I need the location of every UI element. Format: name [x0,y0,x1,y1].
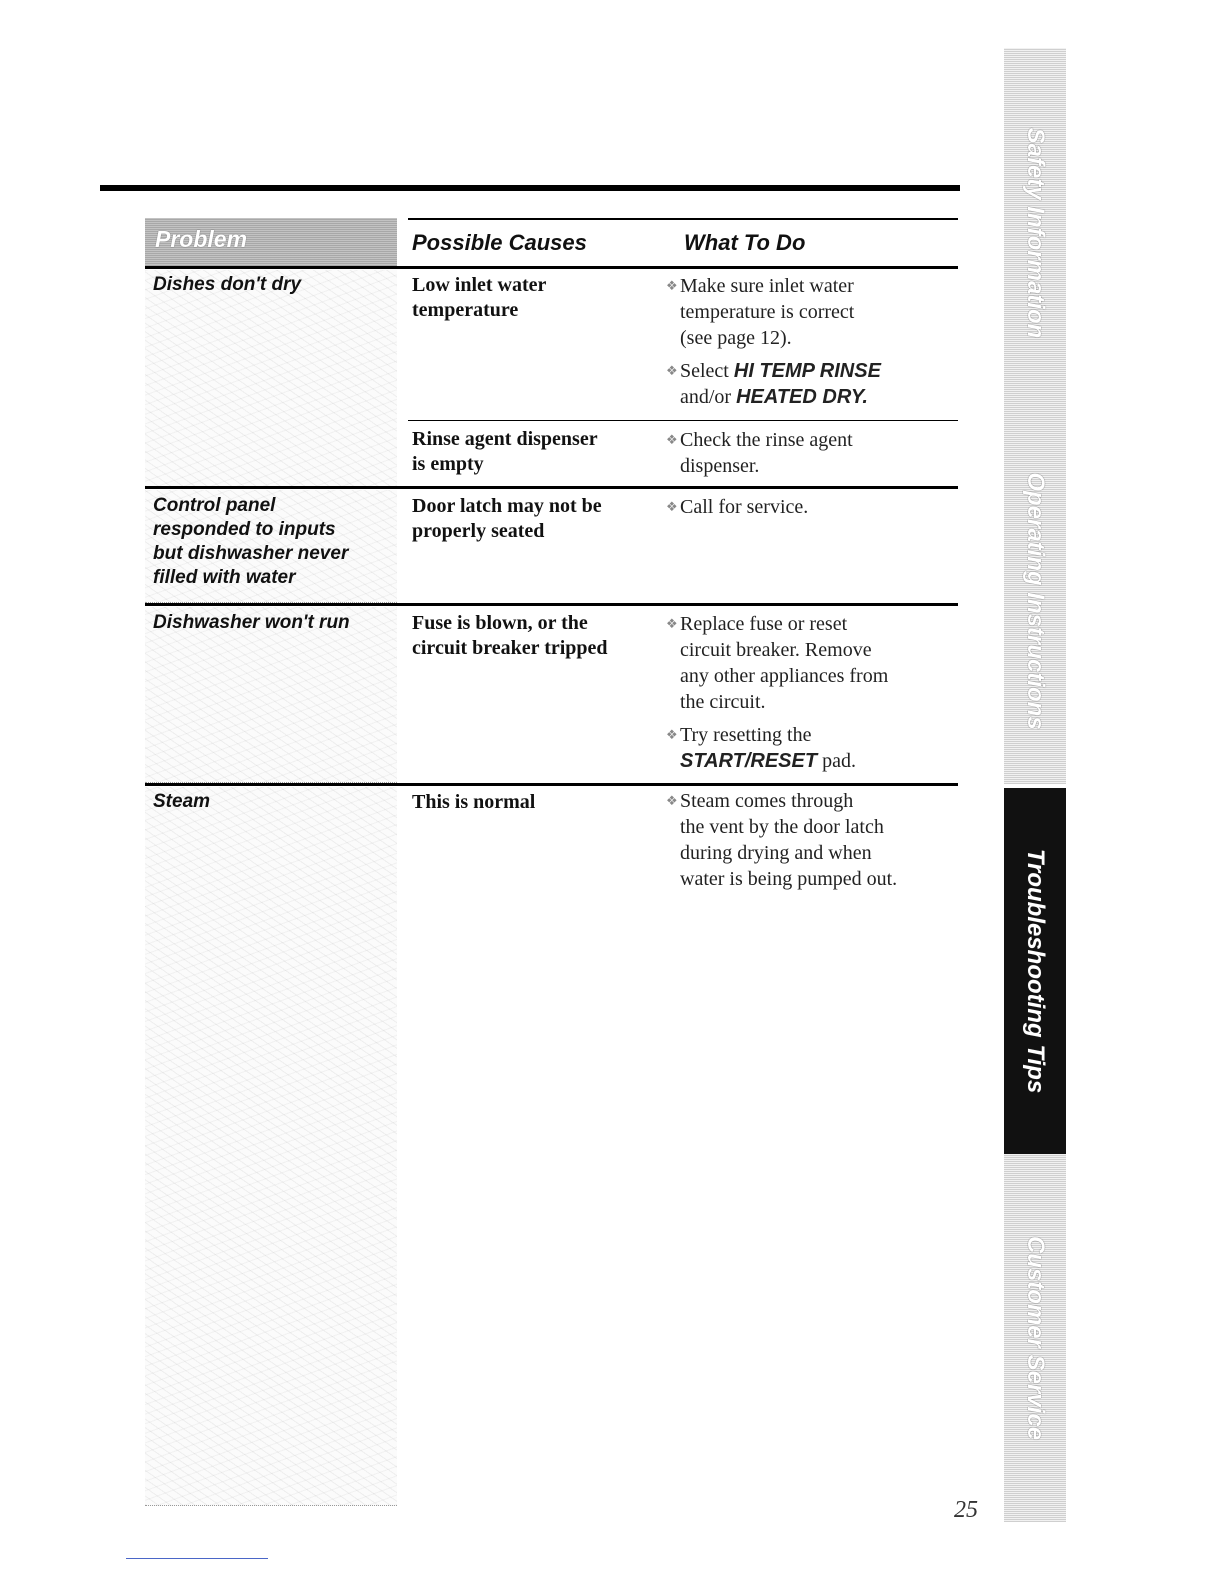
cause-line: is empty [412,453,484,475]
cause-line: temperature [412,299,519,321]
top-rule [100,185,960,191]
action-call-service [666,494,809,520]
action-steam-info [666,788,898,892]
problem-cell-steam [145,787,397,1506]
action-check-temperature [666,273,855,351]
row-rule [145,603,958,606]
tab-label: Safety Information [1022,127,1049,339]
bullet-icon: ❖ [666,793,678,808]
cause-line: Fuse is blown, or the [412,612,588,634]
page-number: 25 [954,1497,978,1523]
bullet-icon: ❖ [666,616,678,631]
tab-customer-service[interactable] [1004,1154,1066,1522]
bullet-icon: ❖ [666,727,678,742]
action-line [680,748,856,774]
tab-operating-instructions[interactable] [1004,418,1066,784]
action-reset-start [666,722,856,774]
action-line: Replace fuse or reset [680,613,848,635]
bullet-icon: ❖ [666,432,678,447]
problem-line: Dishwasher won't run [153,612,350,633]
cause-line: This is normal [412,791,536,813]
row-rule [145,783,958,786]
header-what-to-do: What To Do [684,230,806,255]
cause-normal [412,790,535,815]
pad-start-reset: START/RESET [680,750,818,772]
header-possible-causes: Possible Causes [412,230,587,255]
action-line: during drying and when [680,842,872,864]
header-problem-label: Problem [155,226,248,252]
action-line: circuit breaker. Remove [680,639,872,661]
action-line: Check the rinse agent [680,429,853,451]
action-text: and/or [680,386,737,408]
bullet-icon: ❖ [666,499,678,514]
problem-line: but dishwasher never [153,543,349,564]
problem-control-panel [153,494,348,590]
problem-line: Steam [153,791,211,812]
action-line: Make sure inlet water [680,275,854,297]
action-line: (see page 12). [680,327,792,349]
bullet-icon: ❖ [666,278,678,293]
header-bottom-rule [145,266,958,269]
action-line [680,384,881,410]
problem-steam [153,790,210,814]
action-select-hi-temp [666,358,881,410]
header-problem [145,218,397,266]
action-line: water is being pumped out. [680,868,898,890]
cause-line: properly seated [412,520,545,542]
option-heated-dry: HEATED DRY. [736,386,868,408]
cause-low-inlet-water [412,273,546,323]
problem-cell-dishes [145,270,397,487]
cause-door-latch [412,494,602,544]
action-line: temperature is correct [680,301,855,323]
action-line: dispenser. [680,455,760,477]
tab-safety-information[interactable] [1004,48,1066,418]
action-check-rinse-agent [666,427,853,479]
action-text: Select [680,360,734,382]
problem-dishes-dont-dry [153,273,301,297]
action-line: the vent by the door latch [680,816,884,838]
action-line: Call for service. [680,496,809,518]
problem-line: responded to inputs [153,519,336,540]
action-text: pad. [822,750,856,772]
tab-label: Troubleshooting Tips [1022,848,1049,1094]
action-replace-fuse [666,611,889,715]
row-rule [145,486,958,489]
tab-label: Customer Service [1022,1235,1049,1441]
action-line [680,358,881,384]
action-line: Steam comes through [680,790,854,812]
bullet-icon: ❖ [666,363,678,378]
problem-line: filled with water [153,567,296,588]
cause-fuse-blown [412,611,608,661]
option-hi-temp-rinse: HI TEMP RINSE [733,360,881,382]
action-line: the circuit. [680,691,766,713]
tab-label: Operating Instructions [1022,472,1049,730]
sub-row-rule [408,420,958,421]
cause-line: Low inlet water [412,274,547,296]
footer-rule [126,1558,268,1559]
cause-line: Rinse agent dispenser [412,428,598,450]
action-line: any other appliances from [680,665,889,687]
cause-line: Door latch may not be [412,495,602,517]
problem-line: Dishes don't dry [153,274,302,295]
tab-troubleshooting-tips[interactable] [1004,788,1066,1154]
cause-rinse-agent-empty [412,427,598,477]
problem-line: Control panel [153,495,276,516]
cause-line: circuit breaker tripped [412,637,608,659]
header-top-rule [408,218,958,220]
problem-dishwasher-wont-run [153,611,350,635]
action-line: Try resetting the [680,724,812,746]
